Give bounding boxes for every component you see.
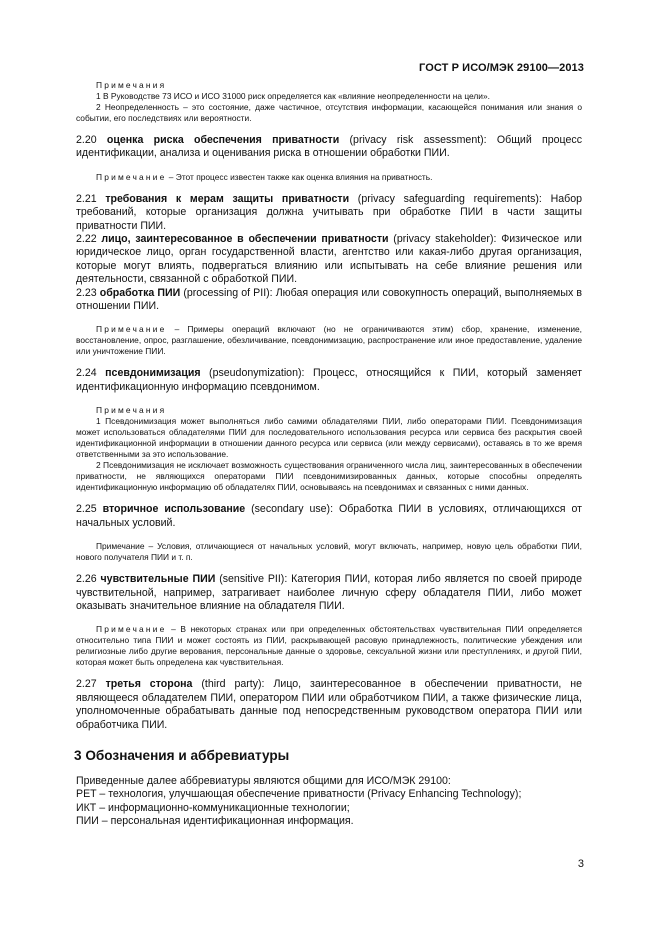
definition-2-23: [76, 287, 582, 314]
note-2-26: [76, 624, 582, 668]
notes-2-24: [76, 405, 582, 493]
note-label: Примечание: [96, 624, 167, 635]
note-label: Примечание: [96, 541, 145, 552]
definition-2-25: [76, 503, 582, 530]
definition-term: оценка риска обеспечения приватности: [106, 134, 340, 146]
note-2-20: [76, 172, 582, 183]
notes-label: Примечания: [96, 80, 167, 90]
definition-text: (privacy risk assessment): Общий процесс идентификации, анализа и оценивания риска в отношении обработки ПИИ.: [76, 134, 582, 160]
definition-2-20: [76, 134, 582, 161]
definition-text: (privacy stakeholder): Физическое или юридическое лицо, орган государственной власти, агентство или какая-либо другая организация, которые могут влиять, подвергаться влиянию или испытывать на себе влияние решения или деятельности, связанной с обработкой ПИИ.: [76, 233, 582, 286]
definition-term: обработка ПИИ: [99, 286, 181, 299]
definition-term: вторичное использование: [102, 503, 246, 516]
definition-text: (secondary use): Обработка ПИИ в условиях, отличающихся от начальных условий.: [76, 503, 582, 529]
definition-term: требования к мерам защиты приватности: [105, 192, 350, 205]
definition-number: 2.21: [76, 192, 97, 205]
definition-2-22: [76, 233, 582, 287]
page-content: [76, 80, 582, 829]
definition-number: 2.27: [76, 678, 97, 691]
definition-text: (sensitive PII): Категория ПИИ, которая либо является по своей природе чувствительной, например, затрагивает наиболее личную сферу обладателя ПИИ, либо может оказывать значительное влияние на обладателя ПИИ.: [76, 573, 582, 612]
note-text: – Условия, отличающиеся от начальных условий, могут включать, например, новую цель обработки ПИИ, нового получателя ПИИ и т. п.: [76, 541, 582, 563]
definition-text: (third party): Лицо, заинтересованное в обеспечении приватности, не являющееся обладателем ПИИ, оператором ПИИ или обработчиком ПИИ, а также физические лица, уполномоченные обрабатывать данные под непосредственным руководством оператора ПИИ или обработчика ПИИ.: [76, 678, 582, 731]
abbreviation-item: ИКТ – информационно-коммуникационные технологии;: [76, 801, 350, 814]
definition-number: 2.23: [76, 286, 97, 299]
definition-number: 2.25: [76, 503, 97, 516]
section-3-intro: Приведенные далее аббревиатуры являются общими для ИСО/МЭК 29100:: [76, 774, 451, 787]
definition-term: лицо, заинтересованное в обеспечении приватности: [101, 233, 389, 246]
definition-2-26: [76, 573, 582, 613]
definition-term: псевдонимизация: [105, 367, 201, 380]
note-text: – Примеры операций включают (но не ограничиваются этим) сбор, хранение, изменение, восстановление, опрос, разглашение, обезличивание, псевдонимизацию, распространение или иное предоставление, удаление или уничтожение ПИИ.: [76, 324, 582, 357]
notes-risk: [76, 80, 582, 124]
note-text: – В некоторых странах или при определенных обстоятельствах чувствительная ПИИ определяется относительно типа ПИИ и может состоять из ПИИ, раскрывающей расовую принадлежность, политические убеждения или религиозные либо другие верования, персональные данные о здоровье, сексуальной жизни или преступлениях, и другой ПИИ, которая может быть определена как чувствительная.: [76, 624, 582, 668]
definition-number: 2.24: [76, 367, 97, 380]
note-label: Примечание: [96, 171, 167, 182]
note-item: 2 Псевдонимизация не исключает возможность существования ограниченного числа лиц, заинтересованных в обеспечении приватности, не являющихся операторами ПИИ псевдонимизированных данных, которые способны определять идентификационную информацию об обладателях ПИИ, основываясь на псевдонимах и связанных с ними данных.: [76, 460, 582, 493]
definition-text: (pseudonymization): Процесс, относящийся к ПИИ, который заменяет идентификационную информацию псевдонимом.: [76, 367, 582, 393]
note-item: 1 В Руководстве 73 ИСО и ИСО 31000 риск определяется как «влияние неопределенности на цели».: [96, 91, 490, 101]
section-3-title: 3 Обозначения и аббревиатуры: [74, 747, 290, 763]
definition-term: чувствительные ПИИ: [100, 573, 216, 586]
definition-2-21: [76, 193, 582, 233]
definition-2-27: [76, 678, 582, 732]
definition-2-24: [76, 367, 582, 394]
page-number: 3: [577, 858, 584, 870]
definition-number: 2.26: [76, 573, 97, 586]
definition-text: (privacy safeguarding requirements): Набор требований, которые организация должна учитывать при обработке ПИИ в части защиты приватности ПИИ.: [76, 192, 582, 232]
definition-text: (processing of PII): Любая операция или совокупность операций, выполняемых в отношении ПИИ.: [76, 286, 582, 313]
note-2-25: [76, 541, 582, 563]
abbreviation-item: PET – технология, улучшающая обеспечение приватности (Privacy Enhancing Technology);: [76, 788, 522, 801]
definition-term: третья сторона: [105, 678, 193, 691]
definition-number: 2.22: [76, 233, 97, 246]
note-text: – Этот процесс известен также как оценка влияния на приватность.: [166, 171, 433, 182]
definition-number: 2.20: [76, 134, 97, 146]
document-header: ГОСТ Р ИСО/МЭК 29100—2013: [419, 62, 584, 74]
abbreviation-item: ПИИ – персональная идентификационная информация.: [76, 815, 354, 828]
note-2-23: [76, 324, 582, 357]
note-item: 2 Неопределенность – это состояние, даже частичное, отсутствия информации, касающейся понимания или знания о событии, его последствиях или вероятности.: [76, 102, 582, 123]
note-item: 1 Псевдонимизация может выполняться либо самими обладателями ПИИ, либо операторами ПИИ. Псевдонимизация может использоваться обладателями ПИИ для последовательного использования ресурса или сервиса без раскрытия своей идентификационной информации в отношении данного ресурса или сервиса (или между сервисами), оставаясь в то же время ответственными за это использование.: [76, 416, 582, 460]
note-label: Примечание: [96, 324, 167, 335]
notes-label: Примечания: [96, 405, 167, 416]
